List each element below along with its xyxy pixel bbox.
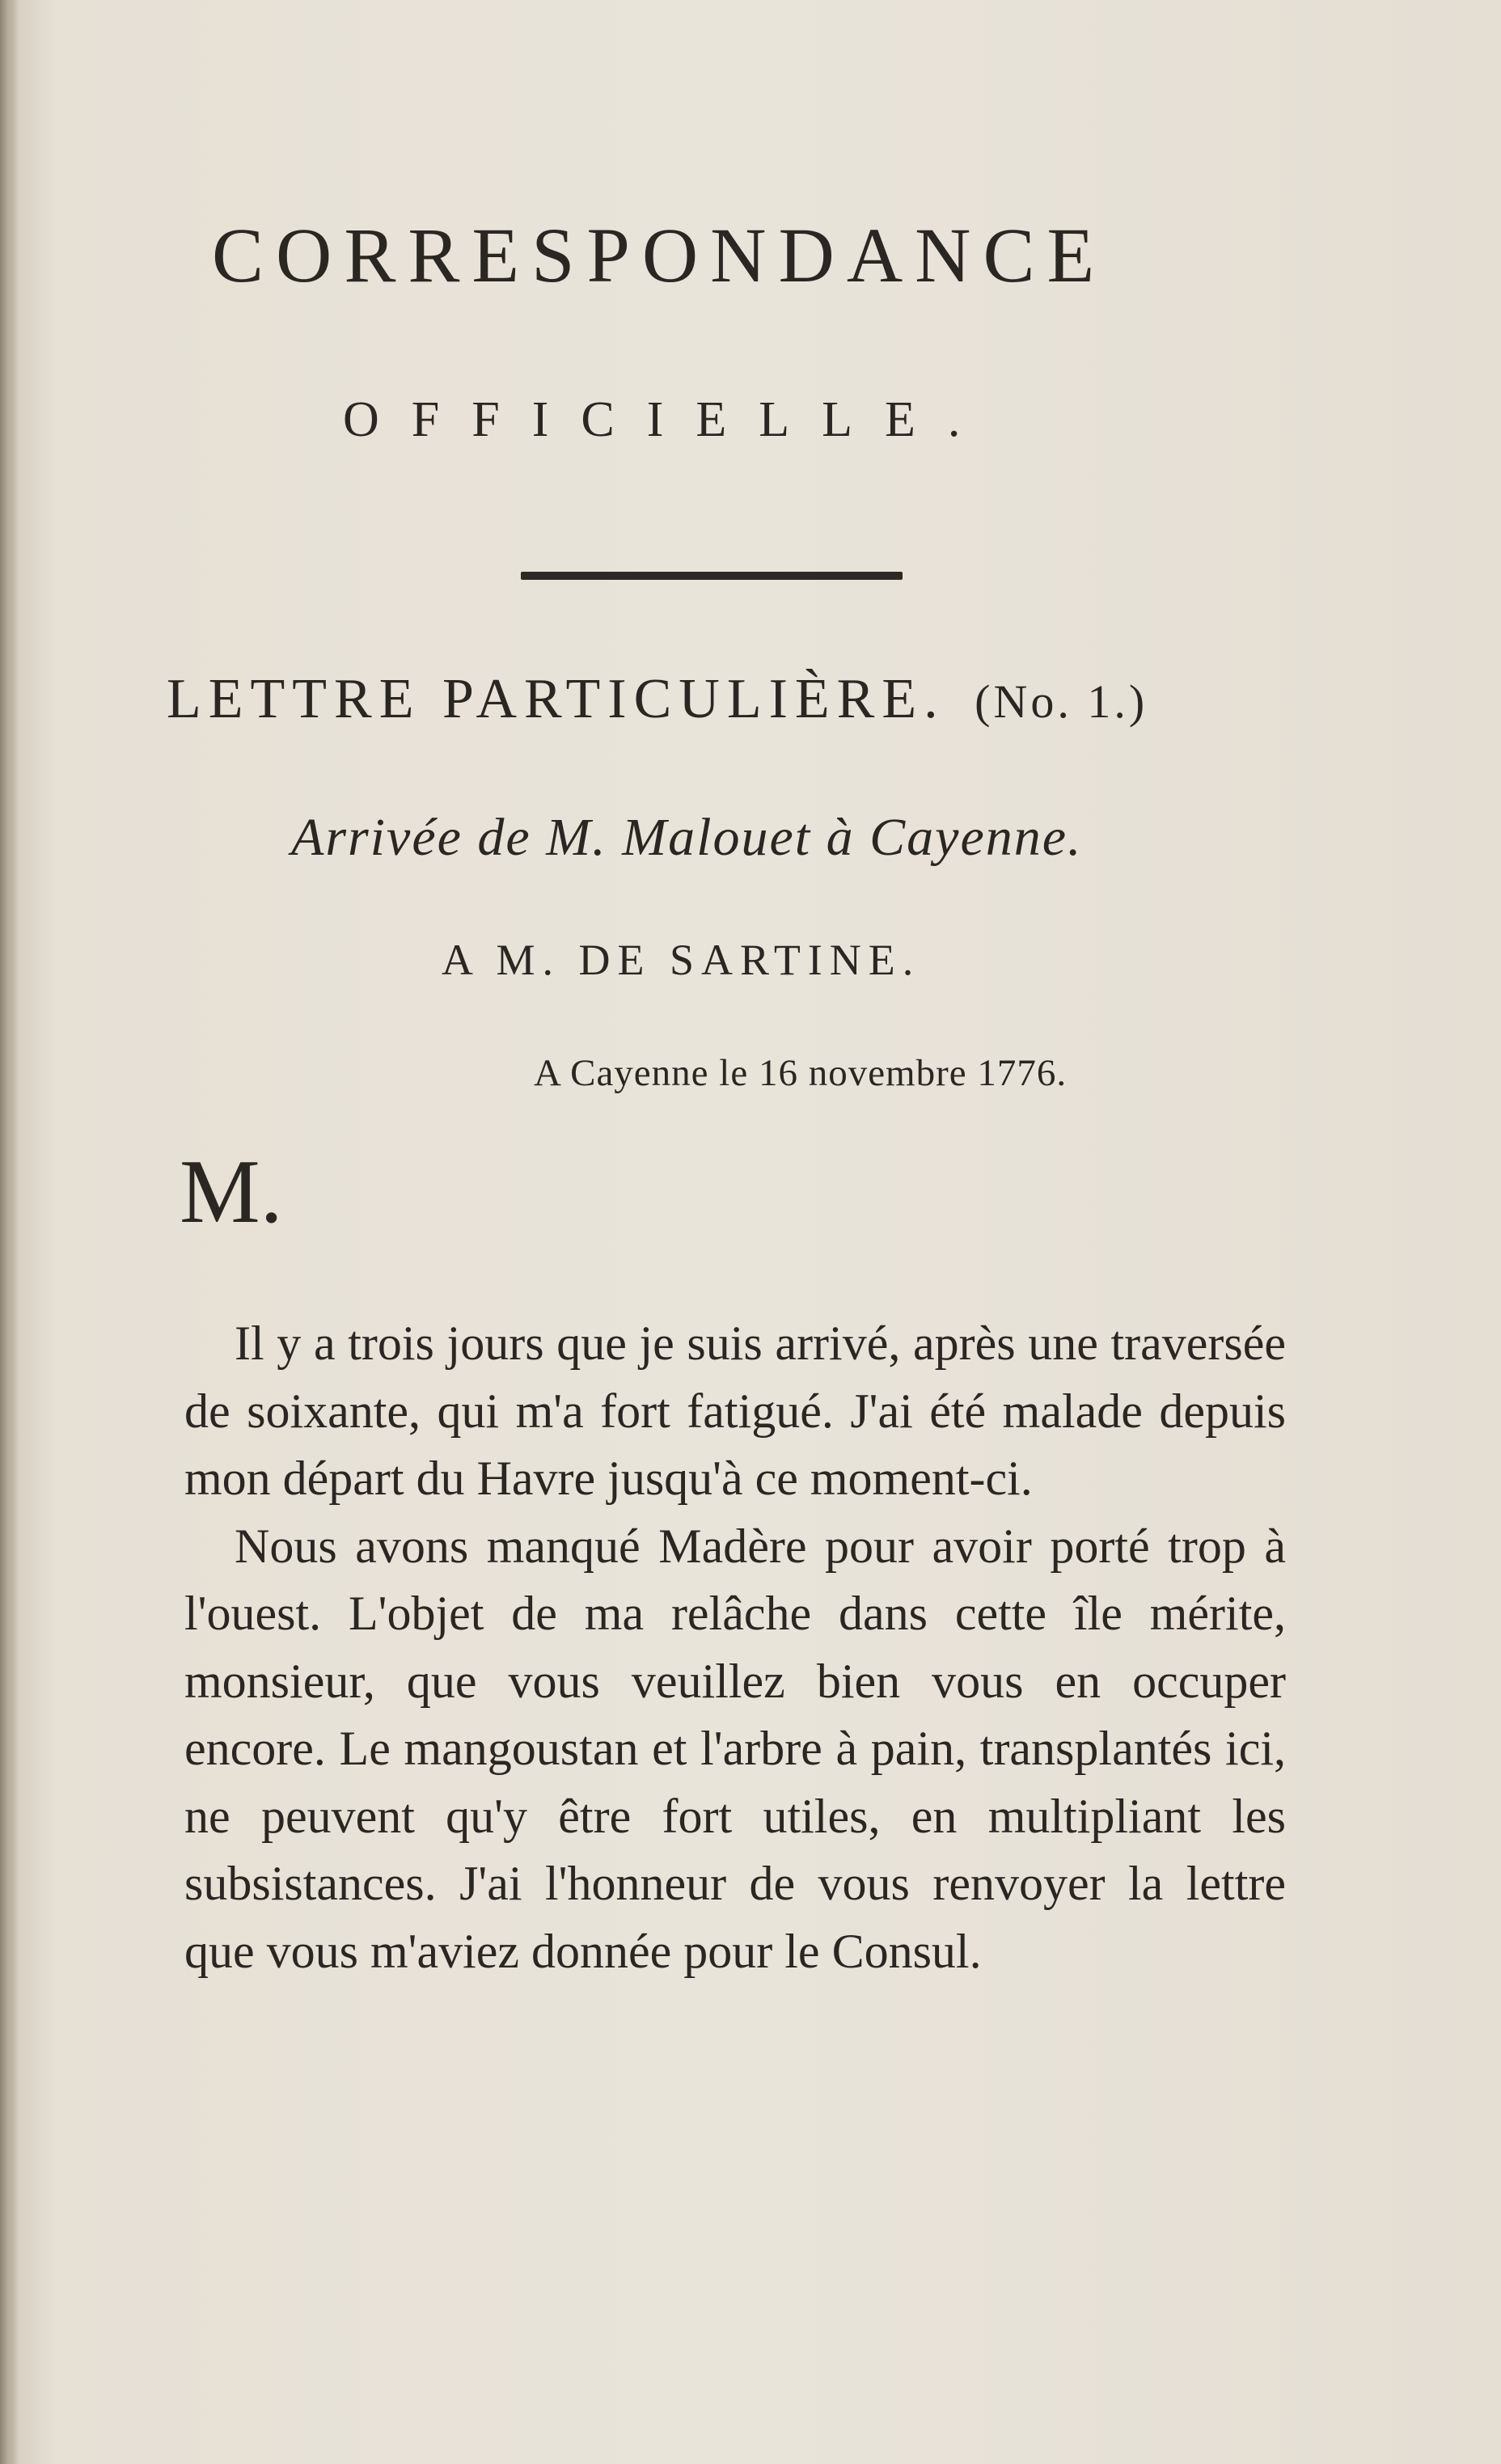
letter-body xyxy=(184,1310,1286,1985)
body-paragraph: Il y a trois jours que je suis arrivé, après une traversée de soixante, qui m'a fort fatigué. J'ai été malade depuis mon départ du Havre jusqu'à ce moment-ci. xyxy=(184,1317,1286,1505)
binding-gutter xyxy=(0,0,19,2464)
letter-heading xyxy=(167,668,1148,730)
dateline: A Cayenne le 16 novembre 1776. xyxy=(534,1052,1068,1094)
letter-number: (No. 1.) xyxy=(975,675,1148,728)
salutation: M. xyxy=(180,1142,283,1242)
page-title: CORRESPONDANCE xyxy=(212,212,1107,298)
page-subtitle: OFFICIELLE. xyxy=(343,392,993,447)
body-paragraph: Nous avons manqué Madère pour avoir porté trop à l'ouest. L'objet de ma relâche dans cette île mérite, monsieur, que vous veuillez bien vous en occuper encore. Le mangoustan et l'arbre à pain, transplantés ici, ne peuvent qu'y être fort utiles, en multipliant les subsistances. J'ai l'honneur de vous renvoyer la lettre que vous m'aviez donnée pour le Consul. xyxy=(184,1519,1286,1978)
recipient-line: A M. DE SARTINE. xyxy=(442,936,921,984)
arrival-line: Arrivée de M. Malouet à Cayenne. xyxy=(291,808,1083,867)
title-divider-rule xyxy=(521,572,903,580)
letter-heading-label: LETTRE PARTICULIÈRE. xyxy=(167,668,945,730)
